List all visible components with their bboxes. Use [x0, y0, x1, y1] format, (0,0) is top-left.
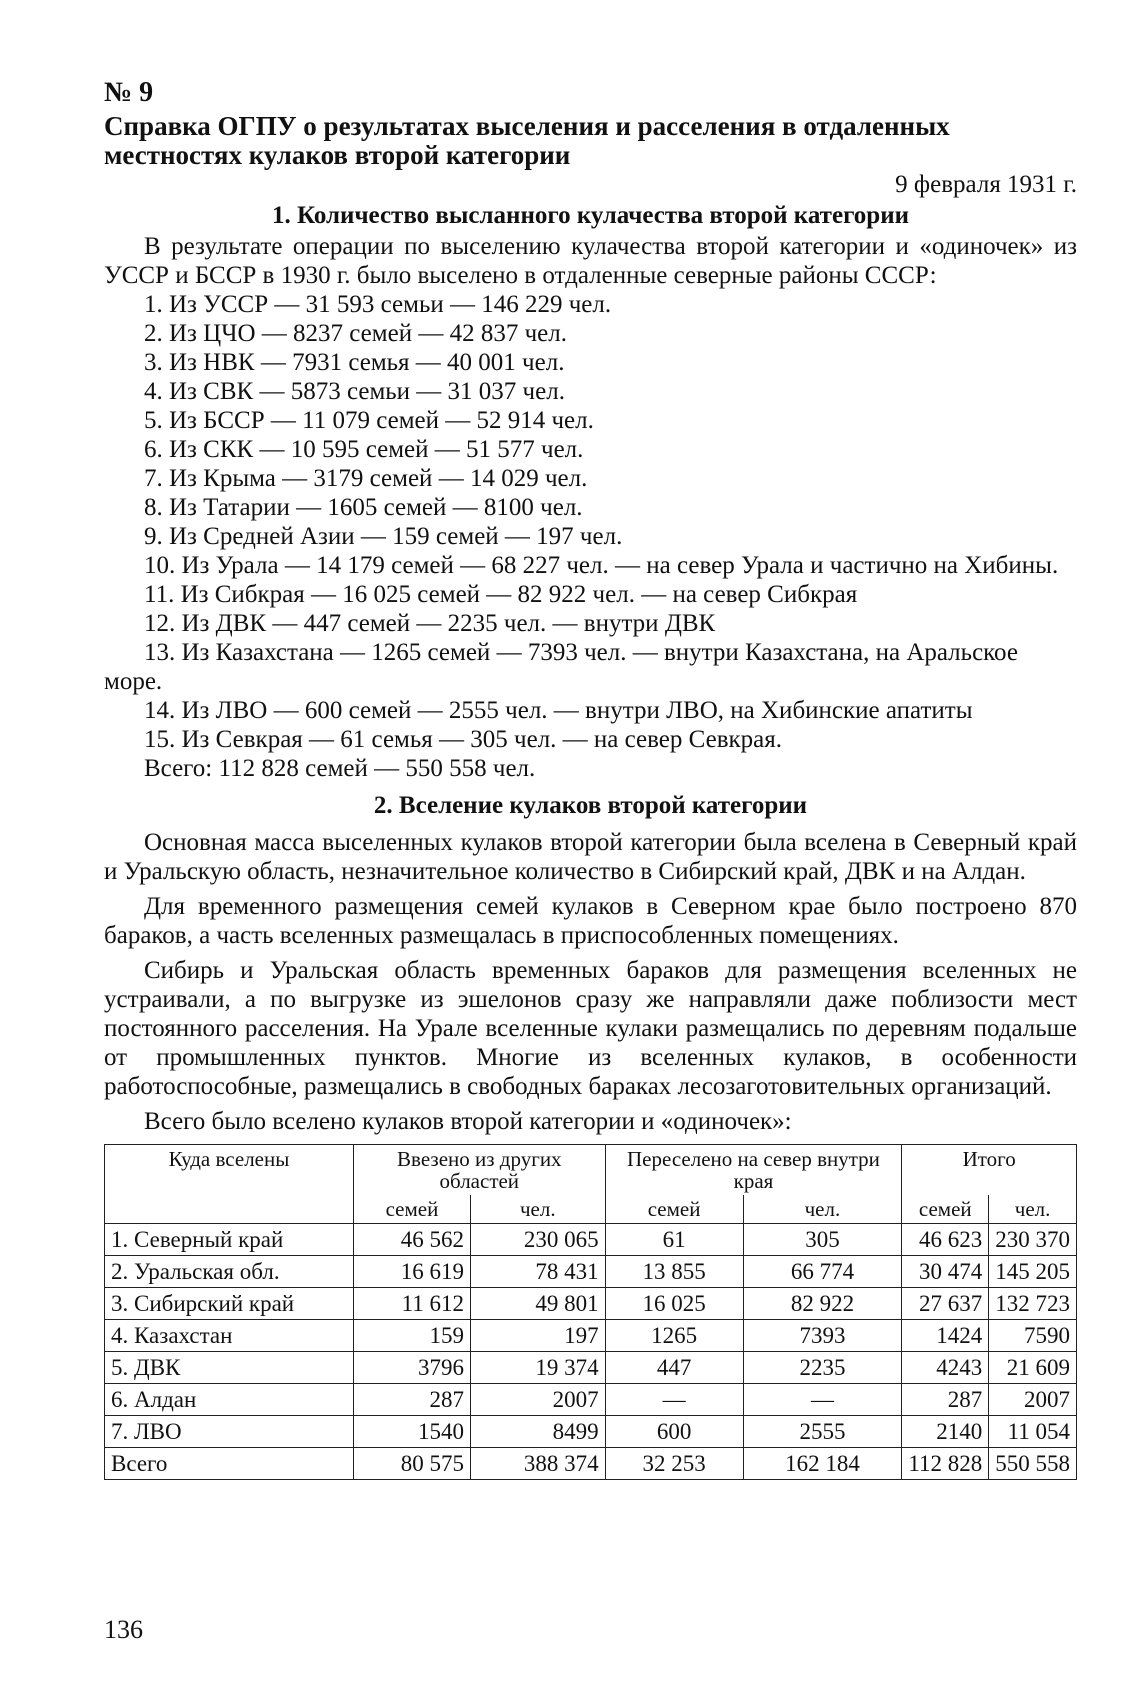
- list-item: 13. Из Казахстана — 1265 семей — 7393 чел. — внутри Казахстана, на Аральское море.: [104, 639, 1018, 695]
- header-destination: Куда вселены: [105, 1145, 354, 1224]
- cell-value: 1540: [354, 1416, 471, 1448]
- cell-value: 550 558: [989, 1448, 1077, 1480]
- list-item: 9. Из Средней Азии — 159 семей — 197 чел.: [144, 523, 623, 550]
- cell-value: —: [605, 1384, 743, 1416]
- list-item: 11. Из Сибкрая — 16 025 семей — 82 922 чел. — на север Сибкрая: [144, 581, 858, 608]
- cell-value: 2007: [470, 1384, 605, 1416]
- cell-value: 46 623: [902, 1224, 989, 1256]
- table-row: [105, 1320, 1077, 1352]
- page-number: 136: [104, 1615, 143, 1644]
- list-item: 1. Из УССР — 31 593 семьи — 146 229 чел.: [144, 291, 612, 318]
- cell-place: Всего: [105, 1448, 354, 1480]
- cell-value: 2555: [743, 1416, 902, 1448]
- cell-value: 27 637: [902, 1288, 989, 1320]
- section1-intro: В результате операции по выселению кулачества второй категории и «одиночек» из УССР и БССР в 1930 г. было выселено в отдаленные северные районы СССР:: [104, 233, 1077, 289]
- cell-value: 3796: [354, 1352, 471, 1384]
- table-row: [105, 1288, 1077, 1320]
- list-item: 4. Из СВК — 5873 семьи — 31 037 чел.: [144, 378, 565, 405]
- cell-value: 11 054: [989, 1416, 1077, 1448]
- cell-value: 49 801: [470, 1288, 605, 1320]
- cell-value: 66 774: [743, 1256, 902, 1288]
- cell-value: 13 855: [605, 1256, 743, 1288]
- cell-value: 30 474: [902, 1256, 989, 1288]
- section1-heading: 1. Количество высланного кулачества второй категории: [271, 202, 910, 229]
- table-row: [105, 1224, 1077, 1256]
- cell-value: 162 184: [743, 1448, 902, 1480]
- section2-paragraph: Основная масса выселенных кулаков второй категории была вселена в Северный край и Уральскую область, незначительное количество в Сибирский край, ДВК и на Алдан.: [104, 829, 1077, 885]
- header-imported: Ввезено из других областей: [354, 1145, 606, 1196]
- list-item: 10. Из Урала — 14 179 семей — 68 227 чел. — на север Урала и частично на Хибины.: [144, 552, 1059, 579]
- section2-paragraph: Для временного размещения семей кулаков в Северном крае было построено 870 бараков, а часть вселенных размещалась в приспособленных помещениях.: [104, 893, 1077, 949]
- cell-value: 61: [605, 1224, 743, 1256]
- cell-value: 8499: [470, 1416, 605, 1448]
- table-row: [105, 1416, 1077, 1448]
- cell-value: 1265: [605, 1320, 743, 1352]
- header-families: семей: [902, 1195, 989, 1224]
- cell-value: 388 374: [470, 1448, 605, 1480]
- cell-value: 287: [354, 1384, 471, 1416]
- cell-value: 19 374: [470, 1352, 605, 1384]
- cell-value: 16 619: [354, 1256, 471, 1288]
- table-row-total: [105, 1448, 1077, 1480]
- cell-value: 7393: [743, 1320, 902, 1352]
- cell-value: 32 253: [605, 1448, 743, 1480]
- table-row: [105, 1384, 1077, 1416]
- cell-value: 2235: [743, 1352, 902, 1384]
- cell-value: 11 612: [354, 1288, 471, 1320]
- cell-value: 287: [902, 1384, 989, 1416]
- header-moved-north: Переселено на север внутри края: [605, 1145, 902, 1196]
- cell-value: 16 025: [605, 1288, 743, 1320]
- header-families: семей: [354, 1195, 471, 1224]
- cell-place: 6. Алдан: [105, 1384, 354, 1416]
- document-content: [104, 78, 1077, 1480]
- cell-value: 600: [605, 1416, 743, 1448]
- resettlement-table: [104, 1144, 1077, 1480]
- list-item: 6. Из СКК — 10 595 семей — 51 577 чел.: [144, 436, 584, 463]
- table-row: [105, 1256, 1077, 1288]
- list-item: 12. Из ДВК — 447 семей — 2235 чел. — внутри ДВК: [144, 610, 716, 637]
- cell-value: 2140: [902, 1416, 989, 1448]
- cell-value: —: [743, 1384, 902, 1416]
- header-people: чел.: [470, 1195, 605, 1224]
- list-item: 3. Из НВК — 7931 семья — 40 001 чел.: [144, 349, 565, 376]
- cell-value: 112 828: [902, 1448, 989, 1480]
- cell-place: 4. Казахстан: [105, 1320, 354, 1352]
- cell-place: 2. Уральская обл.: [105, 1256, 354, 1288]
- cell-value: 447: [605, 1352, 743, 1384]
- cell-value: 2007: [989, 1384, 1077, 1416]
- table-row: [105, 1352, 1077, 1384]
- cell-value: 46 562: [354, 1224, 471, 1256]
- cell-value: 305: [743, 1224, 902, 1256]
- header-people: чел.: [989, 1195, 1077, 1224]
- cell-value: 7590: [989, 1320, 1077, 1352]
- header-people: чел.: [743, 1195, 902, 1224]
- cell-value: 159: [354, 1320, 471, 1352]
- cell-place: 7. ЛВО: [105, 1416, 354, 1448]
- cell-value: 145 205: [989, 1256, 1077, 1288]
- cell-value: 4243: [902, 1352, 989, 1384]
- document-number: № 9: [104, 77, 154, 108]
- section2-paragraph: Всего было вселено кулаков второй категории и «одиночек»:: [144, 1108, 792, 1135]
- cell-value: 82 922: [743, 1288, 902, 1320]
- cell-value: 1424: [902, 1320, 989, 1352]
- cell-value: 80 575: [354, 1448, 471, 1480]
- cell-place: 3. Сибирский край: [105, 1288, 354, 1320]
- section2-heading: 2. Вселение кулаков второй категории: [373, 792, 808, 819]
- list-item: 2. Из ЦЧО — 8237 семей — 42 837 чел.: [144, 320, 567, 347]
- cell-value: 197: [470, 1320, 605, 1352]
- cell-place: 5. ДВК: [105, 1352, 354, 1384]
- document-date: 9 февраля 1931 г.: [895, 171, 1077, 198]
- section2-paragraph: Сибирь и Уральская область временных бараков для размещения вселенных не устраивали, а по выгрузке из эшелонов сразу же направляли даже поблизости мест постоянного расселения. На Урале вселенные кулаки размещались по деревням подальше от промышленных пунктов. Многие из вселенных кулаков, в особенности работоспособные, размещались в свободных бараках лесозаготовительных организаций.: [104, 957, 1077, 1100]
- section1-total: Всего: 112 828 семей — 550 558 чел.: [144, 755, 536, 782]
- list-item: 7. Из Крыма — 3179 семей — 14 029 чел.: [144, 465, 588, 492]
- cell-value: 78 431: [470, 1256, 605, 1288]
- header-families: семей: [605, 1195, 743, 1224]
- header-total: Итого: [902, 1145, 1077, 1196]
- document-title: Справка ОГПУ о результатах выселения и расселения в отдаленных местностях кулаков второй категории: [104, 111, 950, 170]
- cell-value: 21 609: [989, 1352, 1077, 1384]
- cell-value: 230 065: [470, 1224, 605, 1256]
- cell-value: 230 370: [989, 1224, 1077, 1256]
- list-item: 15. Из Севкрая — 61 семья — 305 чел. — на север Севкрая.: [144, 726, 783, 753]
- list-item: 8. Из Татарии — 1605 семей — 8100 чел.: [144, 494, 583, 521]
- list-item: 14. Из ЛВО — 600 семей — 2555 чел. — внутри ЛВО, на Хибинские апатиты: [144, 697, 973, 724]
- list-item: 5. Из БССР — 11 079 семей — 52 914 чел.: [144, 407, 594, 434]
- cell-value: 132 723: [989, 1288, 1077, 1320]
- cell-place: 1. Северный край: [105, 1224, 354, 1256]
